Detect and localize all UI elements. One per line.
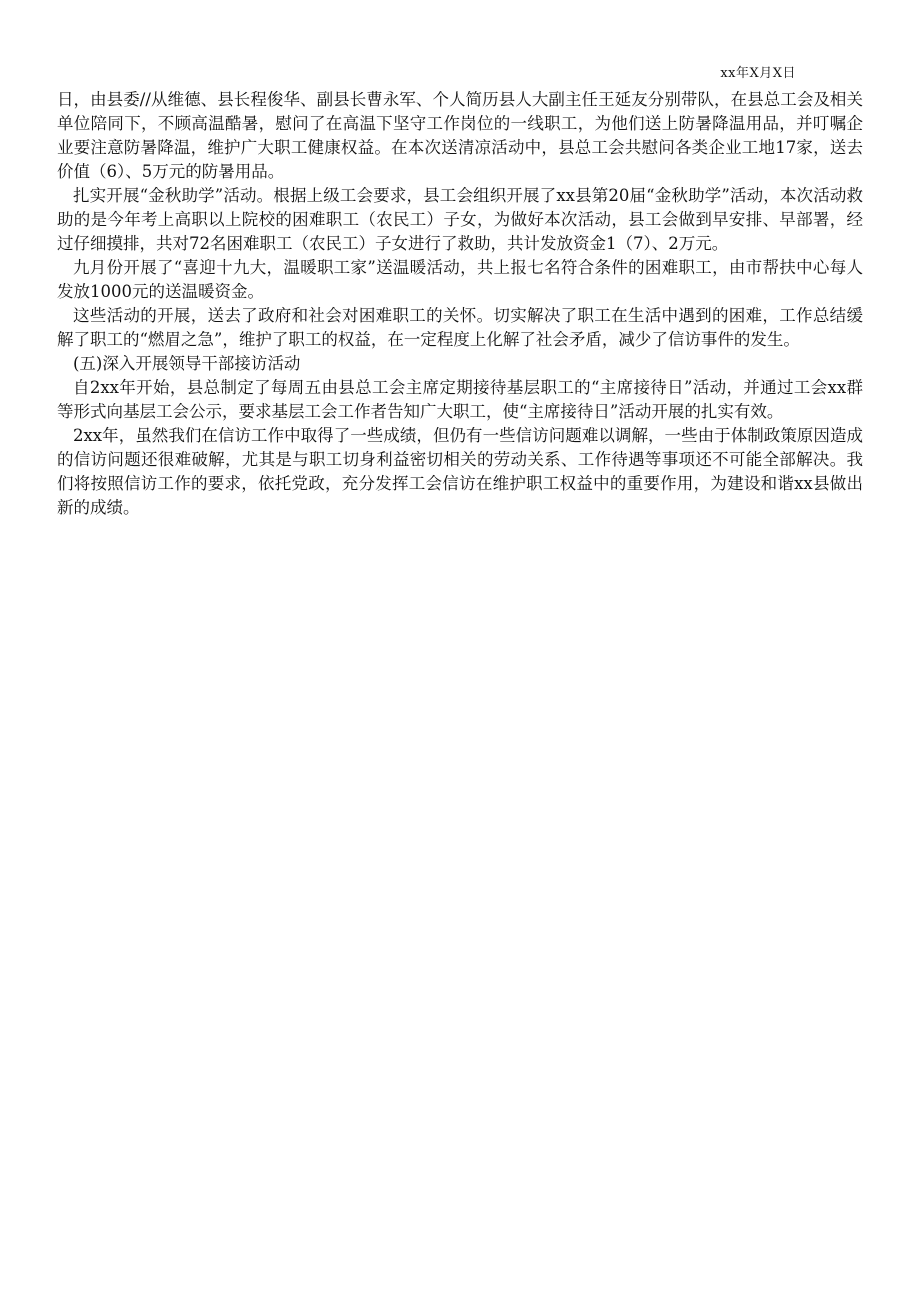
paragraph-golden-autumn-aid: 扎实开展“金秋助学”活动。根据上级工会要求，县工会组织开展了xx县第20届“金秋助学”活动，本次活动救助的是今年考上高职以上院校的困难职工（农民工）子女，为做好本次活动，县工会做到早安排、早部署，经过仔细摸排，共对72名困难职工（农民工）子女进行了救助，共计发放资金1（7）、2万元。 [57,186,863,253]
paragraph-summer-visit: 日，由县委//从维德、县长程俊华、副县长曹永军、个人简历县人大副主任王延友分别带队，在县总工会及相关单位陪同下，不顾高温酷暑，慰问了在高温下坚守工作岗位的一线职工，为他们送上防暑降温用品，并叮嘱企业要注意防暑降温，维护广大职工健康权益。在本次送清凉活动中，县总工会共慰问各类企业工地17家，送去价值（6）、5万元的防暑用品。 [57,90,863,181]
section-heading-leader-visits: (五)深入开展领导干部接访活动 [73,354,301,373]
paragraph-activity-impact: 这些活动的开展，送去了政府和社会对困难职工的关怀。切实解决了职工在生活中遇到的困难，工作总结缓解了职工的“燃眉之急”，维护了职工的权益，在一定程度上化解了社会矛盾，减少了信访事件的发生。 [57,306,863,349]
paragraph-conclusion: 2xx年，虽然我们在信访工作中取得了一些成绩，但仍有一些信访问题难以调解，一些由于体制政策原因造成的信访问题还很难破解，尤其是与职工切身利益密切相关的劳动关系、工作待遇等事项还不可能全部解决。我们将按照信访工作的要求，依托党政，充分发挥工会信访在维护职工权益中的重要作用，为建设和谐xx县做出新的成绩。 [57,426,863,517]
header-date: xx年X月X日 [720,66,796,81]
paragraph-september-warmth: 九月份开展了“喜迎十九大，温暖职工家”送温暖活动，共上报七名符合条件的困难职工，由市帮扶中心每人发放1000元的送温暖资金。 [57,258,863,301]
paragraph-chairman-reception-day: 自2xx年开始，县总制定了每周五由县总工会主席定期接待基层职工的“主席接待日”活动，并通过工会xx群等形式向基层工会公示，要求基层工会工作者告知广大职工，使“主席接待日”活动开展的扎实有效。 [57,378,863,421]
document-body [57,88,863,520]
